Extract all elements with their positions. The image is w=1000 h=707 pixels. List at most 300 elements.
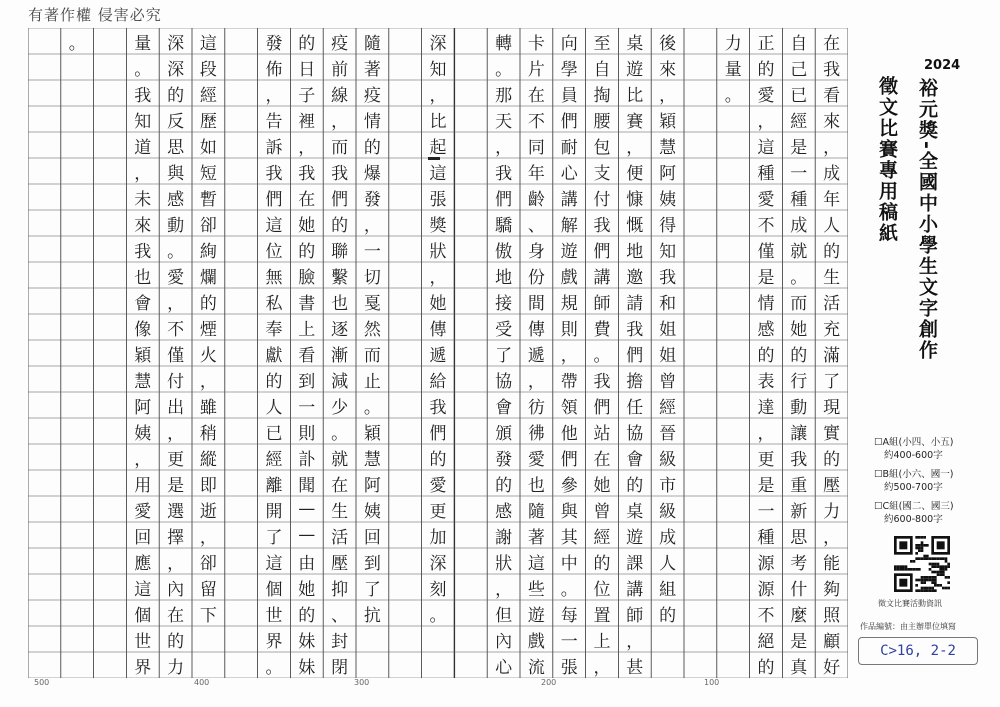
group-range: 約400-600字	[884, 450, 943, 461]
grid-char: 深	[167, 33, 185, 54]
grid-char: 了	[495, 345, 513, 366]
grid-char: 穎	[659, 111, 677, 132]
grid-char: 彿	[527, 423, 545, 444]
grid-char: 充	[823, 319, 841, 340]
grid-char: 課	[626, 553, 644, 574]
grid-char: 上	[298, 319, 316, 340]
grid-char: 她	[593, 475, 611, 496]
grid-char: 們	[626, 345, 644, 366]
grid-char: 間	[527, 293, 545, 314]
grid-char: 反	[167, 111, 185, 132]
grid-char: 封	[331, 631, 349, 652]
grid-char: 地	[495, 267, 513, 288]
grid-char: 臉	[298, 267, 316, 288]
grid-char: 聯	[331, 241, 349, 262]
grid-char: 。	[331, 423, 349, 444]
grid-char: 們	[560, 449, 578, 470]
grid-char: 能	[823, 553, 841, 574]
grid-char: 講	[593, 267, 611, 288]
grid-char: 請	[626, 293, 644, 314]
grid-char: 然	[363, 319, 381, 340]
grid-char: 她	[790, 319, 808, 340]
grid-char: 姨	[134, 423, 152, 444]
grid-char: 則	[560, 319, 578, 340]
grid-char: 佈	[265, 59, 283, 80]
grid-char: 實	[823, 423, 841, 444]
grid-char: 了	[823, 371, 841, 392]
grid-char: 向	[560, 33, 578, 54]
grid-char: 頒	[495, 423, 513, 444]
grid-char: ，	[134, 449, 152, 470]
grid-char: ，	[199, 371, 217, 392]
grid-char: 們	[265, 189, 283, 210]
ruler-mark: 100	[704, 678, 720, 687]
grid-char: 不	[757, 605, 775, 626]
grid-char: 量	[724, 59, 742, 80]
grid-char: 感	[167, 189, 185, 210]
grid-char: 。	[167, 241, 185, 262]
grid-char: 經	[593, 527, 611, 548]
grid-char: 的	[757, 345, 775, 366]
grid-char: 我	[495, 163, 513, 184]
grid-char: 們	[593, 241, 611, 262]
grid-char: 新	[790, 501, 808, 522]
grid-char: 煙	[199, 319, 217, 340]
grid-char: 感	[495, 501, 513, 522]
grid-char: 擔	[626, 371, 644, 392]
grid-char: 書	[298, 293, 316, 314]
group-name: ☐A組(小四、小五)	[874, 437, 954, 448]
grid-char: 獎	[429, 215, 447, 236]
grid-char: 滿	[823, 345, 841, 366]
grid-char: 減	[331, 371, 349, 392]
grid-char: 穎	[363, 423, 381, 444]
grid-char: 稍	[199, 423, 217, 444]
grid-char: 這	[134, 579, 152, 600]
grid-char: 。	[134, 59, 152, 80]
grid-char: 些	[527, 579, 545, 600]
grid-char: 費	[593, 319, 611, 340]
grid-char: 年	[823, 189, 841, 210]
grid-char: 一	[298, 397, 316, 418]
grid-char: 在	[527, 85, 545, 106]
grid-char: 身	[527, 241, 545, 262]
grid-char: 思	[167, 137, 185, 158]
grid-char: 我	[331, 163, 349, 184]
grid-char: 更	[429, 501, 447, 522]
grid-char: 活	[331, 527, 349, 548]
grid-char: 前	[331, 59, 349, 80]
grid-char: 界	[134, 657, 152, 678]
grid-char: 的	[265, 371, 283, 392]
grid-char: ，	[560, 345, 578, 366]
ruler-mark: 300	[354, 678, 370, 687]
grid-char: 不	[167, 319, 185, 340]
grid-char: 疫	[363, 85, 381, 106]
grid-char: 動	[167, 215, 185, 236]
grid-char: 加	[429, 527, 447, 548]
grid-char: 曾	[659, 371, 677, 392]
group-option	[874, 468, 954, 494]
grid-char: 止	[363, 371, 381, 392]
grid-char: 的	[757, 657, 775, 678]
grid-char: 內	[495, 631, 513, 652]
grid-char: 年	[527, 163, 545, 184]
grid-char: 。	[790, 267, 808, 288]
group-option	[874, 500, 954, 526]
grid-char: 壓	[823, 475, 841, 496]
grid-char: 已	[265, 423, 283, 444]
grid-char: 的	[167, 631, 185, 652]
grid-char: 繫	[331, 267, 349, 288]
grid-char: 心	[560, 163, 578, 184]
grid-char: 姐	[659, 319, 677, 340]
grid-char: 站	[593, 423, 611, 444]
grid-char: 麼	[790, 605, 808, 626]
grid-char: 行	[790, 371, 808, 392]
grid-char: 回	[134, 527, 152, 548]
grid-char: 現	[823, 397, 841, 418]
grid-char: 驕	[495, 215, 513, 236]
grid-char: 獻	[265, 345, 283, 366]
grid-char: 在	[167, 605, 185, 626]
grid-char: 刻	[429, 579, 447, 600]
grid-char: ，	[429, 85, 447, 106]
grid-char: ，	[429, 267, 447, 288]
grid-char: 遊	[626, 59, 644, 80]
grid-char: 阿	[134, 397, 152, 418]
group-option	[874, 436, 954, 462]
grid-char: 她	[298, 215, 316, 236]
grid-char: 這	[265, 215, 283, 236]
grid-char: 是	[790, 137, 808, 158]
grid-char: 她	[298, 579, 316, 600]
grid-char: 成	[790, 215, 808, 236]
grid-char: 戲	[560, 267, 578, 288]
grid-char: 歷	[199, 111, 217, 132]
work-number-label: 作品編號：由主辦單位填寫	[860, 622, 956, 631]
grid-char: 經	[790, 111, 808, 132]
grid-char: 自	[790, 33, 808, 54]
grid-char: 天	[495, 111, 513, 132]
grid-char: 無	[265, 267, 283, 288]
grid-char: ，	[495, 137, 513, 158]
grid-char: 妹	[298, 657, 316, 678]
grid-char: 穎	[134, 345, 152, 366]
grid-char: 種	[757, 163, 775, 184]
grid-char: 愛	[757, 85, 775, 106]
grid-char: 切	[363, 267, 381, 288]
grid-char: 。	[724, 85, 742, 106]
grid-char: 我	[265, 163, 283, 184]
grid-char: 是	[167, 475, 185, 496]
grid-char: 。	[68, 33, 86, 54]
grid-char: 位	[593, 579, 611, 600]
grid-char: 會	[134, 293, 152, 314]
grid-char: 也	[527, 475, 545, 496]
grid-char: 規	[560, 293, 578, 314]
grid-char: ，	[167, 553, 185, 574]
grid-char: 耐	[560, 137, 578, 158]
grid-char: 便	[626, 163, 644, 184]
grid-char: 這	[199, 33, 217, 54]
grid-char: 遊	[527, 605, 545, 626]
grid-char: 卻	[199, 215, 217, 236]
grid-char: 回	[363, 527, 381, 548]
grid-char: 中	[560, 553, 578, 574]
grid-char: 抑	[331, 579, 349, 600]
grid-char: 講	[560, 189, 578, 210]
grid-char: 的	[495, 475, 513, 496]
grid-char: 們	[429, 423, 447, 444]
grid-char: 流	[527, 657, 545, 678]
grid-char: 領	[560, 397, 578, 418]
grid-char: 彷	[527, 397, 545, 418]
grid-char: 傳	[429, 319, 447, 340]
grid-char: 晉	[659, 423, 677, 444]
grid-char: 漸	[331, 345, 349, 366]
grid-char: 那	[495, 85, 513, 106]
grid-char: 是	[757, 475, 775, 496]
grid-char: 的	[790, 345, 808, 366]
grid-char: ，	[527, 371, 545, 392]
grid-char: 遞	[527, 345, 545, 366]
grid-char: 愛	[527, 449, 545, 470]
grid-char: 會	[495, 397, 513, 418]
grid-char: 由	[298, 553, 316, 574]
grid-char: 量	[134, 33, 152, 54]
grid-char: 少	[331, 397, 349, 418]
grid-char: 員	[560, 85, 578, 106]
grid-char: 一	[757, 501, 775, 522]
grid-char: 的	[429, 449, 447, 470]
grid-char: 爆	[363, 163, 381, 184]
grid-char: ，	[363, 215, 381, 236]
grid-char: 接	[495, 293, 513, 314]
grid-char: 講	[626, 579, 644, 600]
ruler-mark: 400	[194, 678, 210, 687]
grid-char: 市	[659, 475, 677, 496]
grid-char: 和	[659, 293, 677, 314]
grid-char: ，	[265, 85, 283, 106]
grid-char: 照	[823, 605, 841, 626]
grid-char: 考	[790, 553, 808, 574]
grid-char: 支	[593, 163, 611, 184]
grid-char: 是	[790, 631, 808, 652]
grid-char: 也	[331, 293, 349, 314]
grid-char: 的	[823, 449, 841, 470]
copyright-notice: 有著作權 侵害必究	[28, 6, 162, 24]
grid-char: ，	[757, 111, 775, 132]
grid-char: 生	[331, 501, 349, 522]
grid-char: 。	[495, 59, 513, 80]
grid-char: 、	[331, 605, 349, 626]
grid-char: 是	[757, 267, 775, 288]
grid-char: 的	[823, 241, 841, 262]
grid-char: 後	[659, 33, 677, 54]
grid-char: 學	[560, 59, 578, 80]
grid-char: 經	[659, 397, 677, 418]
grid-char: 來	[823, 111, 841, 132]
grid-char: 的	[626, 475, 644, 496]
grid-char: 慧	[134, 371, 152, 392]
group-range: 約600-800字	[884, 514, 943, 525]
grid-char: 絢	[199, 241, 217, 262]
grid-char: 協	[495, 371, 513, 392]
grid-char: 掏	[593, 85, 611, 106]
grid-char: ，	[134, 163, 152, 184]
grid-char: 愛	[134, 501, 152, 522]
grid-char: 片	[527, 59, 545, 80]
grid-char: 一	[560, 631, 578, 652]
grid-char: 而	[363, 345, 381, 366]
grid-char: 世	[265, 605, 283, 626]
grid-char: 。	[363, 397, 381, 418]
grid-char: 狀	[429, 241, 447, 262]
grid-char: ，	[298, 137, 316, 158]
grid-char: 組	[659, 579, 677, 600]
grid-char: 師	[626, 605, 644, 626]
grid-char: 與	[167, 163, 185, 184]
grid-char: 、	[527, 215, 545, 236]
grid-char: 賽	[626, 111, 644, 132]
grid-char: 看	[823, 85, 841, 106]
grid-char: 如	[199, 137, 217, 158]
grid-char: 這	[757, 137, 775, 158]
grid-char: 成	[659, 527, 677, 548]
grid-char: 的	[331, 215, 349, 236]
grid-char: 傳	[527, 319, 545, 340]
grid-char: 已	[790, 85, 808, 106]
grid-char: 真	[790, 657, 808, 678]
contest-title: 裕元獎-全國中小學生文字創作	[916, 78, 938, 361]
grid-char: 內	[167, 579, 185, 600]
grid-char: 愛	[429, 475, 447, 496]
qr-caption: 徵文比賽活動資訊	[878, 599, 942, 608]
grid-char: 出	[167, 397, 185, 418]
grid-char: 深	[167, 59, 185, 80]
grid-char: 好	[823, 657, 841, 678]
grid-char: 受	[495, 319, 513, 340]
grid-char: 就	[790, 241, 808, 262]
grid-char: 線	[331, 85, 349, 106]
grid-char: 雖	[199, 397, 217, 418]
grid-char: 應	[134, 553, 152, 574]
page-center-marker	[428, 157, 440, 160]
grid-char: 什	[790, 579, 808, 600]
grid-char: 用	[134, 475, 152, 496]
grid-char: 情	[757, 293, 775, 314]
grid-char: 下	[199, 605, 217, 626]
grid-char: 發	[495, 449, 513, 470]
grid-char: 顧	[823, 631, 841, 652]
grid-char: 正	[757, 33, 775, 54]
grid-char: 了	[265, 527, 283, 548]
grid-char: 齡	[527, 189, 545, 210]
grid-char: 經	[265, 449, 283, 470]
grid-char: 經	[199, 85, 217, 106]
grid-char: 心	[495, 657, 513, 678]
grid-char: 在	[298, 189, 316, 210]
grid-char: 開	[265, 501, 283, 522]
grid-char: 則	[298, 423, 316, 444]
grid-char: 不	[527, 111, 545, 132]
grid-char: 傲	[495, 241, 513, 262]
grid-char: 讓	[790, 423, 808, 444]
grid-char: ，	[593, 657, 611, 678]
grid-char: 甚	[626, 657, 644, 678]
grid-char: ，	[167, 423, 185, 444]
grid-char: 遊	[626, 527, 644, 548]
grid-char: 其	[560, 527, 578, 548]
grid-char: 這	[429, 163, 447, 184]
grid-char: 姐	[659, 345, 677, 366]
grid-char: 知	[134, 111, 152, 132]
grid-char: 謝	[495, 527, 513, 548]
grid-char: ，	[659, 85, 677, 106]
grid-char: 在	[331, 475, 349, 496]
grid-char: 私	[265, 293, 283, 314]
grid-char: 疫	[331, 33, 349, 54]
grid-char: 源	[757, 579, 775, 600]
grid-char: 遞	[429, 345, 447, 366]
grid-char: 世	[134, 631, 152, 652]
grid-char: 我	[823, 59, 841, 80]
grid-char: 逝	[199, 501, 217, 522]
grid-char: 同	[527, 137, 545, 158]
grid-char: 僅	[167, 345, 185, 366]
grid-char: 也	[134, 267, 152, 288]
grid-char: 留	[199, 579, 217, 600]
grid-char: 的	[167, 85, 185, 106]
grid-char: 姨	[363, 501, 381, 522]
grid-char: 桌	[626, 33, 644, 54]
grid-char: 更	[757, 449, 775, 470]
grid-char: 的	[593, 553, 611, 574]
grid-char: 遊	[560, 241, 578, 262]
grid-char: 我	[134, 85, 152, 106]
grid-char: ，	[331, 111, 349, 132]
paper-title: 徵文比賽專用稿紙	[876, 76, 898, 244]
grid-char: ，	[626, 137, 644, 158]
grid-char: 我	[626, 319, 644, 340]
grid-char: 但	[495, 605, 513, 626]
grid-char: 人	[823, 215, 841, 236]
grid-char: 帶	[560, 371, 578, 392]
grid-char: ，	[757, 423, 775, 444]
grid-char: 著	[363, 59, 381, 80]
grid-char: 協	[626, 423, 644, 444]
grid-char: 轉	[495, 33, 513, 54]
grid-char: ，	[626, 631, 644, 652]
grid-char: 起	[429, 137, 447, 158]
grid-char: 慷	[626, 189, 644, 210]
grid-char: 深	[429, 33, 447, 54]
grid-char: 阿	[659, 163, 677, 184]
grid-char: 力	[823, 501, 841, 522]
grid-char: 爛	[199, 267, 217, 288]
grid-char: 逐	[331, 319, 349, 340]
grid-char: 這	[527, 553, 545, 574]
grid-char: 這	[265, 553, 283, 574]
group-name: ☐B組(小六、國一)	[874, 469, 954, 480]
grid-char: 姨	[659, 189, 677, 210]
grid-char: 選	[167, 501, 185, 522]
grid-char: 就	[331, 449, 349, 470]
grid-char: 戛	[363, 293, 381, 314]
grid-char: 至	[593, 33, 611, 54]
grid-char: 絕	[757, 631, 775, 652]
